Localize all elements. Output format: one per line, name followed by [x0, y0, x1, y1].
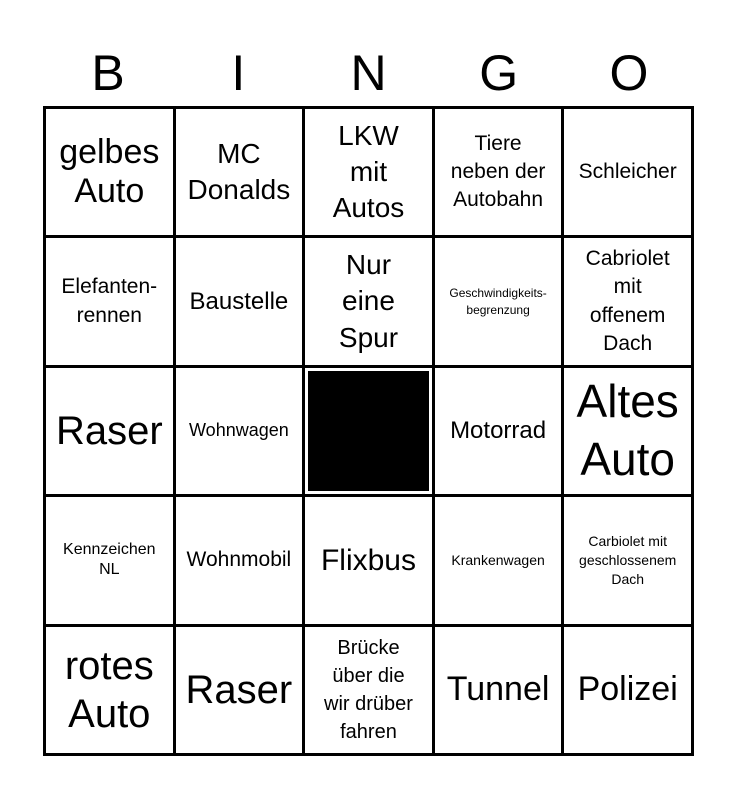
header-letter-o: O	[609, 45, 649, 101]
bingo-cell[interactable]	[564, 109, 691, 235]
cell-label: Geschwindigkeits- begrenzung	[449, 285, 547, 317]
cell-label: Altes Auto	[576, 375, 679, 485]
bingo-cell[interactable]	[564, 368, 691, 494]
cell-label: Krankenwagen	[451, 551, 545, 568]
bingo-cell[interactable]	[305, 238, 432, 364]
cell-label: Wohnwagen	[189, 420, 289, 441]
free-space-fill	[308, 371, 429, 491]
bingo-cell[interactable]	[305, 497, 432, 623]
cell-label: Tunnel	[446, 670, 550, 709]
cell-label: Polizei	[577, 670, 678, 709]
cell-label: Schleicher	[578, 160, 677, 184]
cell-label: gelbes Auto	[59, 133, 160, 211]
bingo-cell[interactable]	[435, 497, 562, 623]
bingo-cell[interactable]	[305, 627, 432, 753]
cell-label: Elefanten- rennen	[61, 275, 158, 327]
cell-label: Cabriolet mit offenem Dach	[585, 246, 670, 355]
bingo-cell[interactable]	[176, 238, 303, 364]
bingo-cell[interactable]	[305, 109, 432, 235]
cell-label: Baustelle	[189, 287, 289, 315]
cell-label: Raser	[185, 667, 293, 712]
bingo-header	[43, 40, 694, 106]
bingo-cell[interactable]	[176, 497, 303, 623]
free-space[interactable]	[305, 368, 432, 494]
bingo-cell[interactable]	[564, 497, 691, 623]
cell-label: rotes Auto	[64, 643, 154, 736]
cell-label: Tiere neben der Autobahn	[450, 131, 546, 212]
cell-label: MC Donalds	[187, 137, 291, 206]
cell-label: Carbiolet mit geschlossenem Dach	[579, 533, 677, 587]
bingo-cell[interactable]	[46, 627, 173, 753]
cell-label: Motorrad	[450, 416, 547, 444]
header-letter-b: B	[91, 45, 125, 101]
bingo-cell[interactable]	[435, 368, 562, 494]
cell-label: LKW mit Autos	[332, 119, 405, 224]
cell-label: Wohnmobil	[186, 548, 292, 572]
bingo-cell[interactable]	[176, 627, 303, 753]
bingo-cell[interactable]	[564, 238, 691, 364]
bingo-cell[interactable]	[435, 109, 562, 235]
bingo-cell[interactable]	[46, 109, 173, 235]
bingo-cell[interactable]	[435, 238, 562, 364]
cell-label: Nur eine Spur	[338, 249, 399, 353]
cell-label: Raser	[55, 408, 163, 453]
bingo-cell[interactable]	[46, 368, 173, 494]
bingo-board	[43, 106, 694, 756]
bingo-cell[interactable]	[46, 497, 173, 623]
bingo-cell[interactable]	[564, 627, 691, 753]
header-letter-g: G	[479, 45, 519, 101]
header-letter-n: N	[350, 45, 387, 101]
bingo-cell[interactable]	[435, 627, 562, 753]
cell-label: Brücke über die wir drüber fahren	[324, 636, 413, 743]
bingo-cell[interactable]	[176, 109, 303, 235]
cell-label: Kennzeichen NL	[63, 540, 156, 579]
bingo-cell[interactable]	[46, 238, 173, 364]
bingo-cell[interactable]	[176, 368, 303, 494]
header-letter-i: I	[231, 45, 246, 101]
cell-label: Flixbus	[320, 543, 416, 577]
